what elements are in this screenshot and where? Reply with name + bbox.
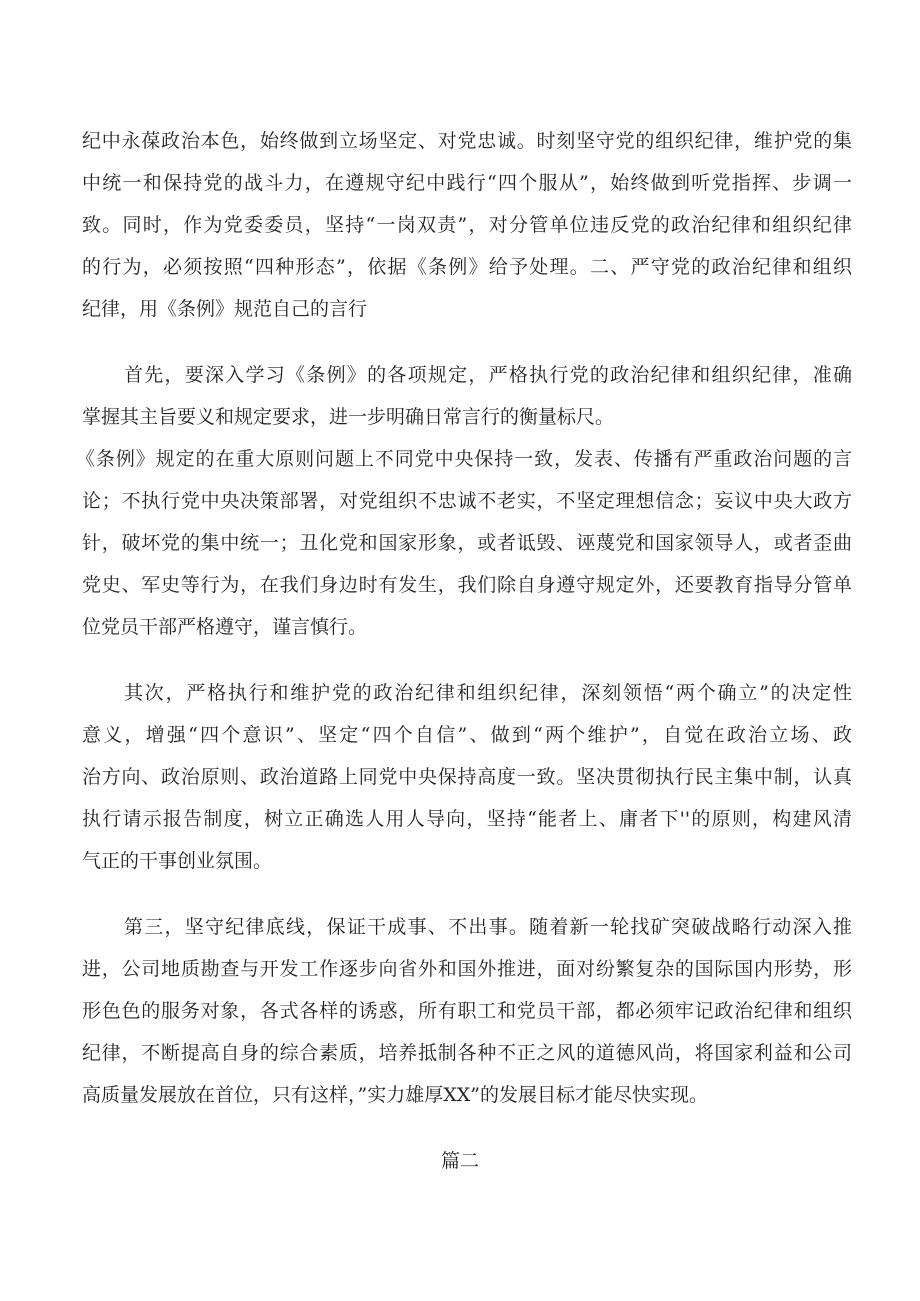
paragraph-line: 进，公司地质勘查与开发工作逐步向省外和国外推进，面对纷繁复杂的国际国内形势，形 (82, 958, 852, 980)
paragraph-line: 中统一和保持党的战斗力，在遵规守纪中践行“四个服从”，始终做到听党指挥、步调一 (82, 172, 852, 194)
paragraph-line: 意义，增强“四个意识”、坚定“四个自信”、做到“两个维护”，自觉在政治立场、政 (82, 724, 852, 746)
paragraph-line: 首先，要深入学习《条例》的各项规定，严格执行党的政治纪律和组织纪律，准确 (124, 364, 852, 386)
paragraph-line: 《条例》规定的在重大原则问题上不同党中央保持一致，发表、传播有严重政治问题的言 (76, 448, 852, 470)
paragraph-line: 的行为，必须按照“四种形态”，依据《条例》给予处理。二、严守党的政治纪律和组织 (82, 256, 852, 278)
paragraph-line: 执行请示报告制度，树立正确选人用人导向，坚持“能者上、庸者下''的原则，构建风清 (82, 808, 852, 830)
paragraph-line: 掌握其主旨要义和规定要求，进一步明确日常言行的衡量标尺。 (82, 406, 615, 428)
paragraph-line: 位党员干部严格遵守，谨言慎行。 (82, 616, 368, 638)
paragraph-line: 第三，坚守纪律底线，保证干成事、不出事。随着新一轮找矿突破战略行动深入推 (124, 916, 852, 938)
paragraph-line: 其次，严格执行和维护党的政治纪律和组织纪律，深刻领悟“两个确立”的决定性 (124, 682, 852, 704)
paragraph-line: 致。同时，作为党委委员，坚持“一岗双责”，对分管单位违反党的政治纪律和组织纪律 (82, 214, 852, 236)
paragraph-line: 形色色的服务对象，各式各样的诱惑，所有职工和党员干部，都必须牢记政治纪律和组织 (82, 1000, 852, 1022)
section-heading: 篇二 (440, 1150, 479, 1172)
paragraph-line: 高质量发展放在首位，只有这样，”实力雄厚XX”的发展目标才能尽快实现。 (82, 1084, 708, 1106)
paragraph-line: 纪律，用《条例》规范自己的言行 (82, 298, 368, 320)
paragraph-line: 治方向、政治原则、政治道路上同党中央保持高度一致。坚决贯彻执行民主集中制，认真 (82, 766, 852, 788)
paragraph-line: 针，破坏党的集中统一；丑化党和国家形象，或者诋毁、诬蔑党和国家领导人，或者歪曲 (82, 532, 852, 554)
paragraph-line: 气正的干事创业氛围。 (82, 850, 273, 872)
paragraph-line: 论；不执行党中央决策部署，对党组织不忠诚不老实，不坚定理想信念；妄议中央大政方 (82, 490, 852, 512)
paragraph-line: 纪律，不断提高自身的综合素质，培养抵制各种不正之风的道德风尚，将国家利益和公司 (82, 1042, 852, 1064)
paragraph-line: 纪中永葆政治本色，始终做到立场坚定、对党忠诚。时刻坚守党的组织纪律，维护党的集 (82, 130, 852, 152)
paragraph-line: 党史、军史等行为，在我们身边时有发生，我们除自身遵守规定外，还要教育指导分管单 (82, 574, 852, 596)
